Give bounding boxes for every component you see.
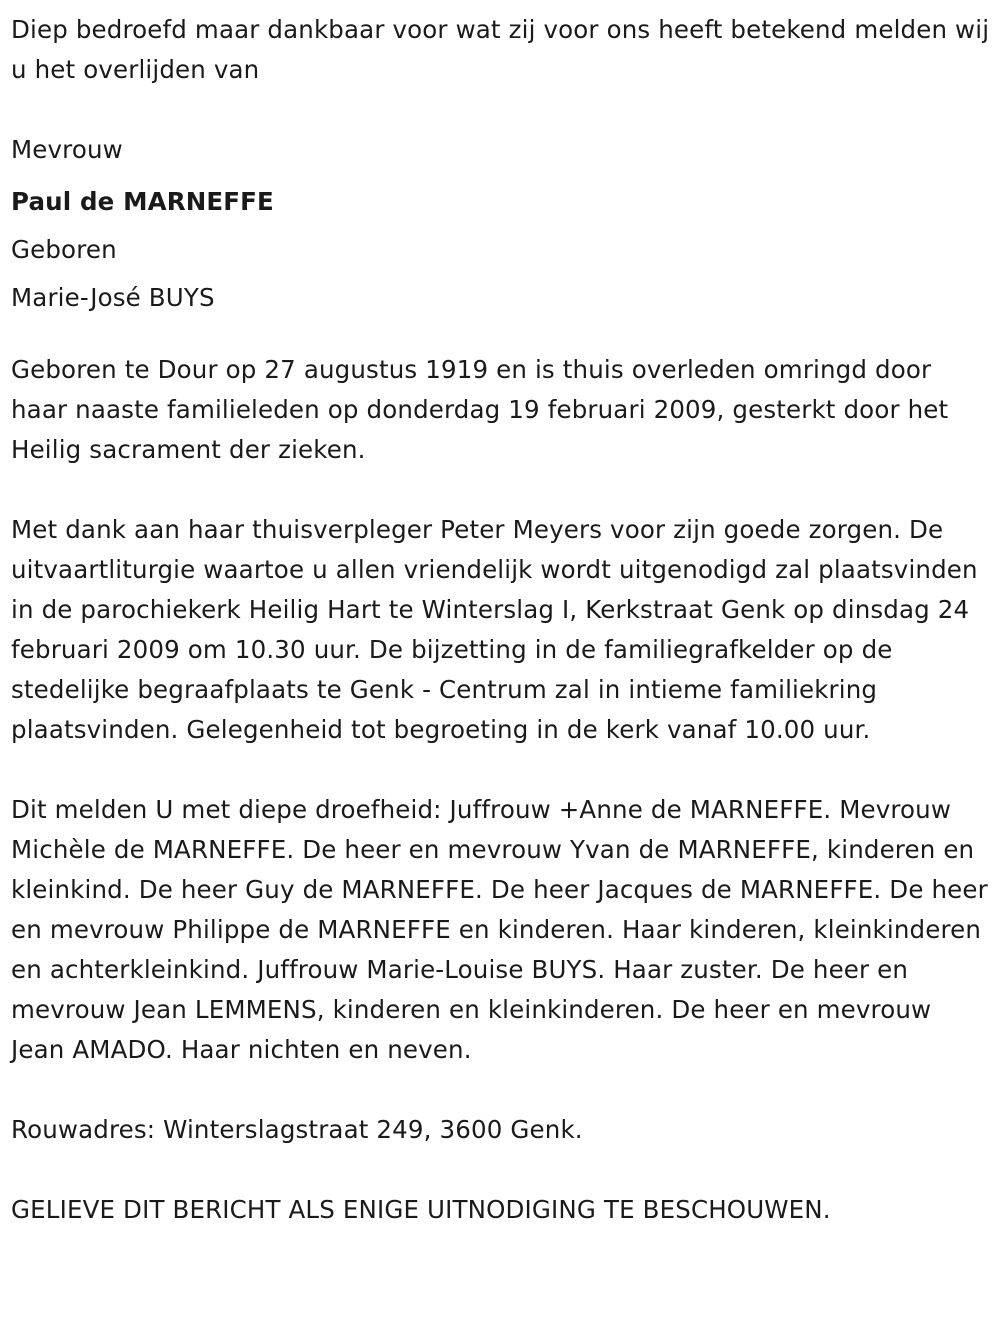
birth-death-paragraph: Geboren te Dour op 27 augustus 1919 en is thuis overleden omringd door haar naaste familieleden op donderdag 19 februari 2009, gesterkt door het Heilig sacrament der zieken. — [11, 355, 949, 464]
intro-text: Diep bedroefd maar dankbaar voor wat zij voor ons heeft betekend melden wij u het overlijden van — [11, 15, 990, 84]
deceased-husband-name: Paul de MARNEFFE — [11, 187, 274, 216]
family-paragraph: Dit melden U met diepe droefheid: Juffrouw +Anne de MARNEFFE. Mevrouw Michèle de MARNEFFE. De heer en mevrouw Yvan de MARNEFFE, kinderen en kleinkind. De heer Guy de MARNEFFE. De heer Jacques de MARNEFFE. De heer en mevrouw Philippe de MARNEFFE en kinderen. Haar kinderen, kleinkinderen en achterkleinkind. Juffrouw Marie-Louise BUYS. Haar zuster. De heer en mevrouw Jean LEMMENS, kinderen en kleinkinderen. De heer en mevrouw Jean AMADO. Haar nichten en neven. — [11, 795, 988, 1064]
closing-notice: GELIEVE DIT BERICHT ALS ENIGE UITNODIGING TE BESCHOUWEN. — [11, 1195, 831, 1224]
deceased-name-block — [11, 130, 990, 322]
funeral-paragraph: Met dank aan haar thuisverpleger Peter Meyers voor zijn goede zorgen. De uitvaartliturgie waartoe u allen vriendelijk wordt uitgenodigd zal plaatsvinden in de parochiekerk Heilig Hart te Winterslag I, Kerkstraat Genk op dinsdag 24 februari 2009 om 10.30 uur. De bijzetting in de familiegrafkelder op de stedelijke begraafplaats te Genk - Centrum zal in intieme familiekring plaatsvinden. Gelegenheid tot begroeting in de kerk vanaf 10.00 uur. — [11, 515, 978, 744]
deceased-maiden-name: Marie-José BUYS — [11, 283, 215, 312]
deceased-title: Mevrouw — [11, 135, 123, 164]
deceased-born-label: Geboren — [11, 235, 117, 264]
mourning-address: Rouwadres: Winterslagstraat 249, 3600 Genk. — [11, 1115, 583, 1144]
